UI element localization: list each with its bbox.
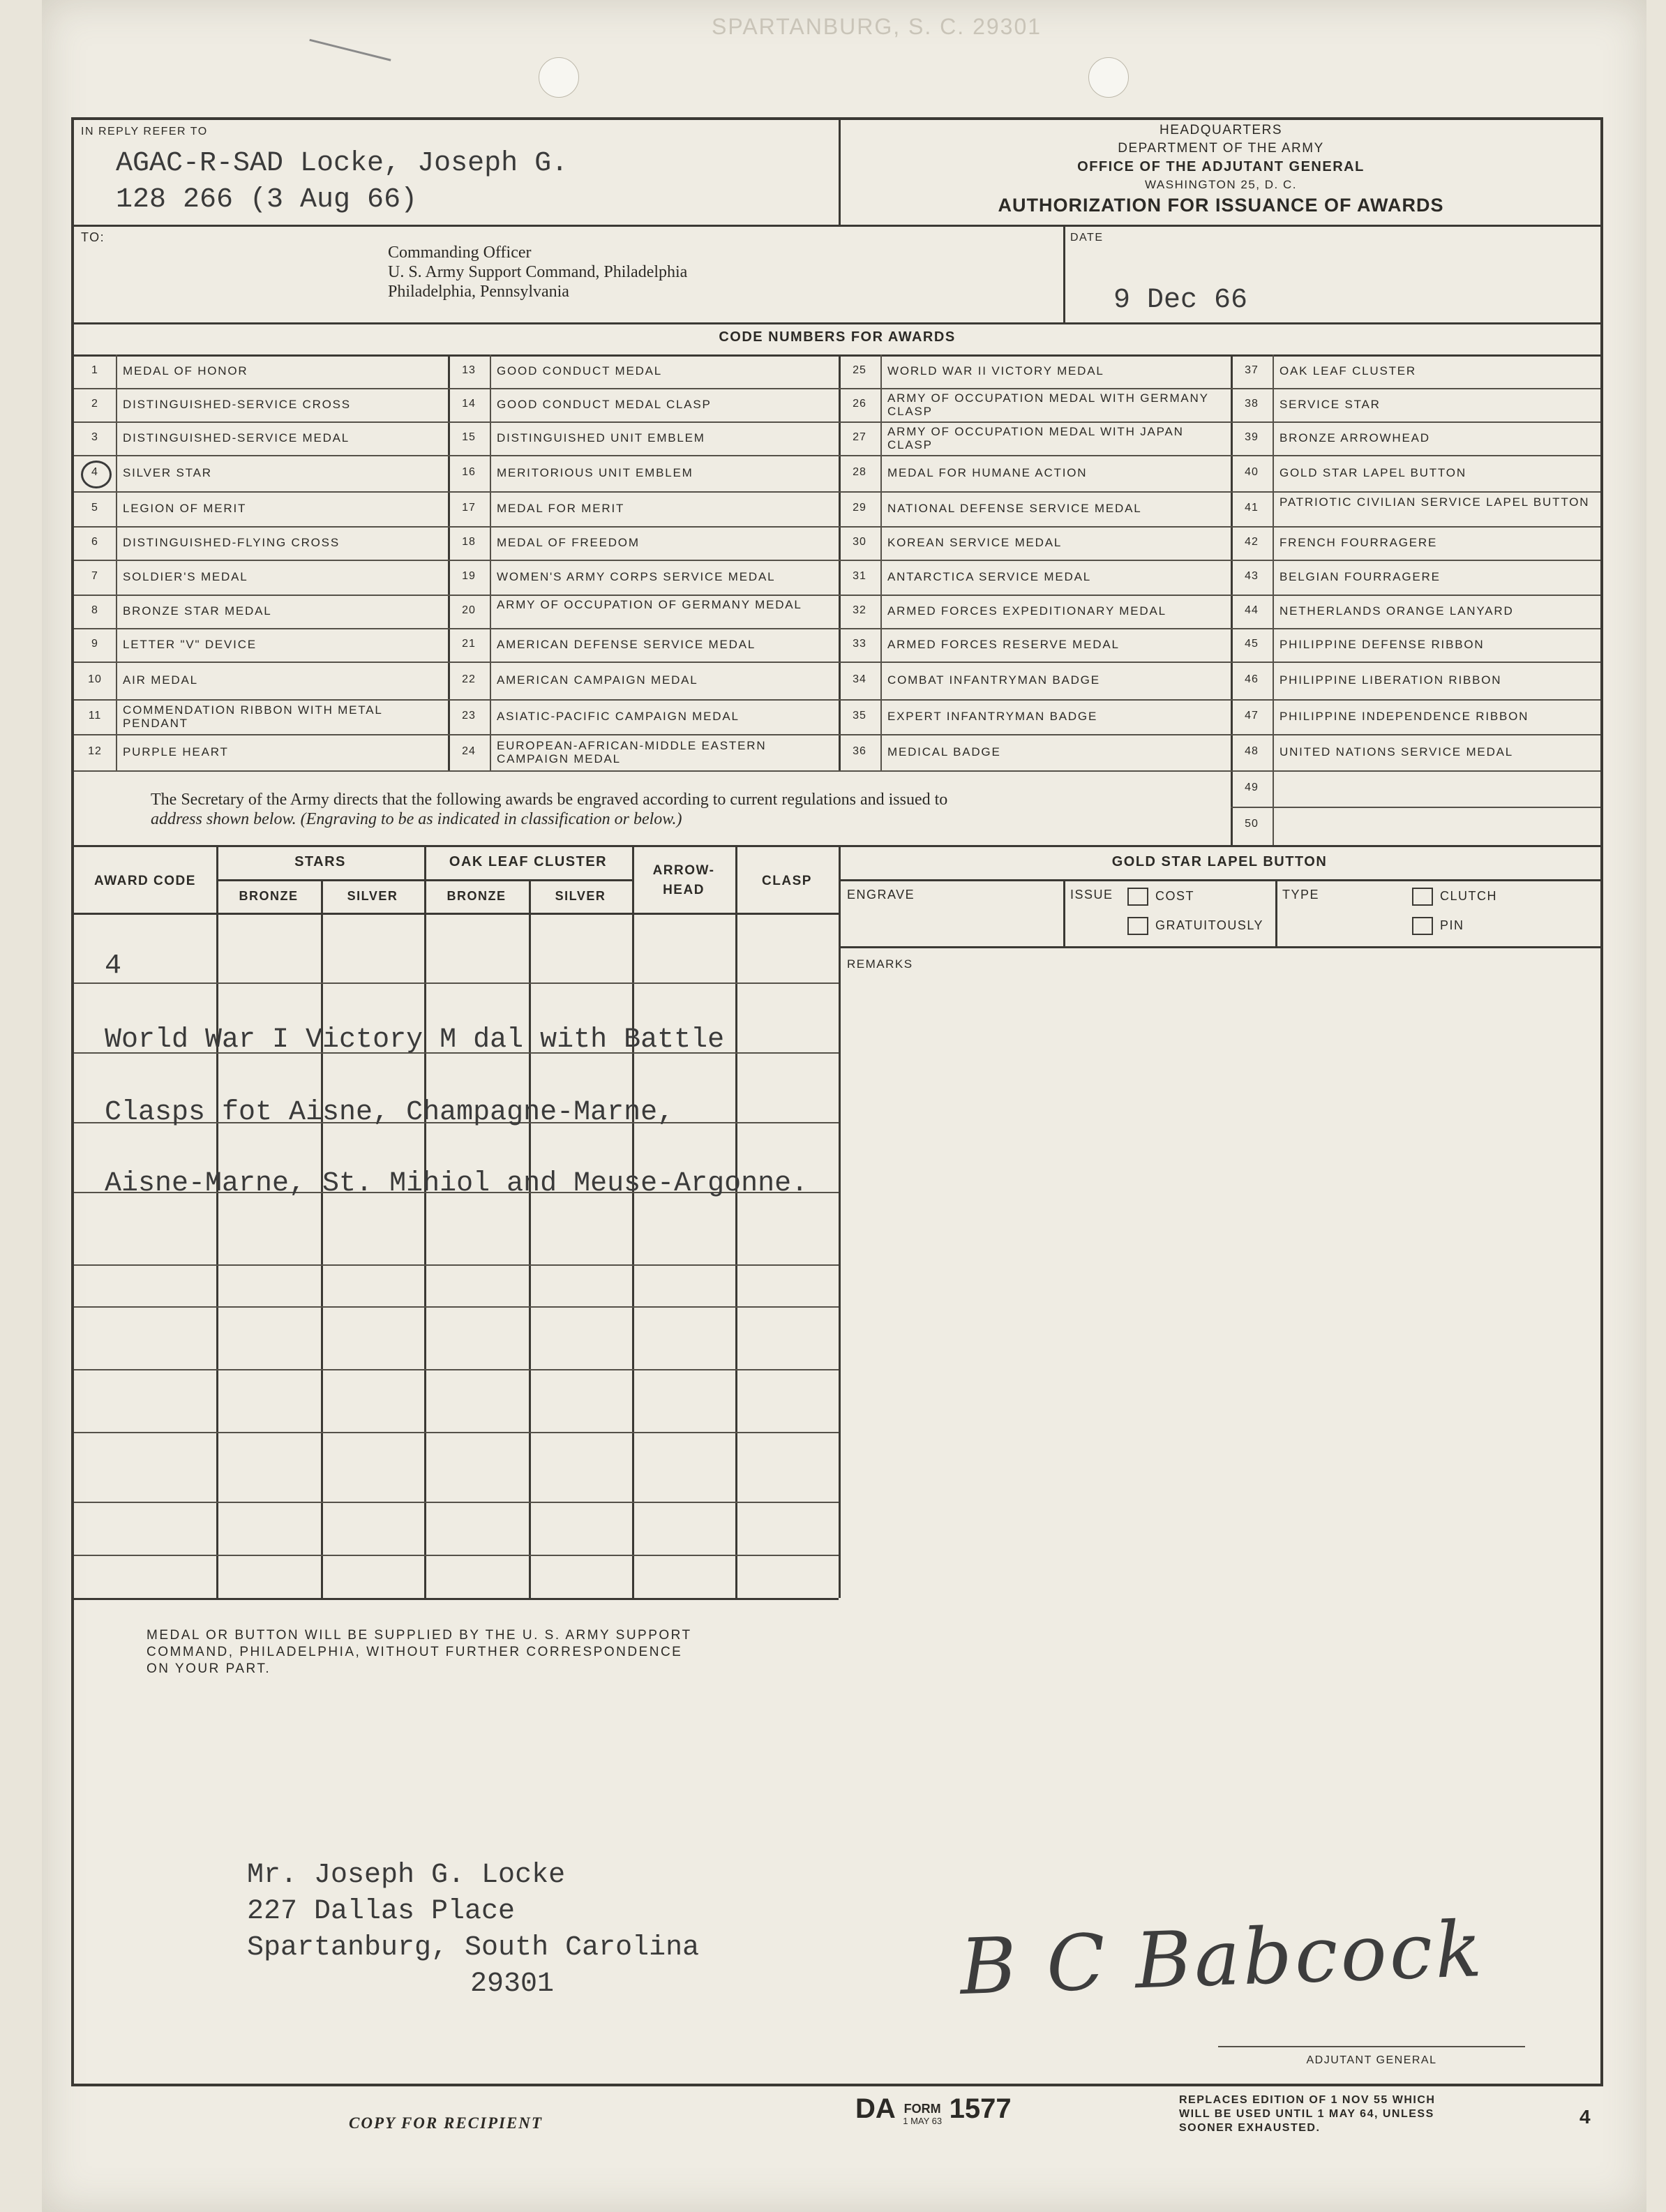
clutch-option[interactable] <box>1412 888 1497 906</box>
entry-line-2: Clasps fot Aisne, Champagne-Marne, <box>105 1097 675 1128</box>
grid-line <box>116 354 117 770</box>
entry-line-3: Aisne-Marne, St. Mihiol and Meuse-Argonne. <box>105 1168 809 1200</box>
award-code-name: EUROPEAN-AFRICAN-MIDDLE EASTERN CAMPAIGN MEDAL <box>497 739 767 765</box>
award-code-name: ARMED FORCES RESERVE MEDAL <box>887 638 1120 651</box>
supply-note <box>147 1627 692 1677</box>
award-code-number: 6 <box>91 536 98 548</box>
award-code-name: MEDAL OF FREEDOM <box>497 536 640 549</box>
copy-for-recipient: COPY FOR RECIPIENT <box>349 2114 543 2132</box>
award-code-name: KOREAN SERVICE MEDAL <box>887 536 1063 549</box>
codes-title: CODE NUMBERS FOR AWARDS <box>719 329 956 345</box>
award-code-number: 30 <box>853 536 866 548</box>
award-code-number: 45 <box>1245 638 1259 650</box>
award-code-number: 21 <box>462 638 476 650</box>
date-label: DATE <box>1070 232 1104 244</box>
award-code-number: 47 <box>1245 710 1259 722</box>
award-code-name: MEDAL FOR MERIT <box>497 502 625 515</box>
award-code-number: 36 <box>853 745 866 757</box>
award-code-number: 17 <box>462 502 476 514</box>
hq-line-3: OFFICE OF THE ADJUTANT GENERAL <box>1077 159 1365 174</box>
supply-note-1: MEDAL OR BUTTON WILL BE SUPPLIED BY THE U. S. ARMY SUPPORT <box>147 1628 692 1643</box>
grid-line <box>74 388 1600 389</box>
cost-checkbox[interactable] <box>1127 888 1148 906</box>
award-code-name: LEGION OF MERIT <box>123 502 247 515</box>
entry-line-1: World War I Victory M dal with Battle <box>105 1024 725 1056</box>
award-code-number: 29 <box>853 502 866 514</box>
punch-hole-left <box>539 57 579 98</box>
award-code-number: 19 <box>462 570 476 582</box>
award-code-number: 41 <box>1245 502 1259 514</box>
cost-label: COST <box>1155 888 1195 903</box>
date-value: 9 Dec 66 <box>1113 285 1248 316</box>
award-code-number: 18 <box>462 536 476 548</box>
th-oak-leaf: OAK LEAF CLUSTER <box>449 854 608 869</box>
award-code-name: ARMY OF OCCUPATION OF GERMANY MEDAL <box>497 598 802 611</box>
award-code-name: WORLD WAR II VICTORY MEDAL <box>887 364 1104 378</box>
award-code-name: COMBAT INFANTRYMAN BADGE <box>887 673 1100 687</box>
award-code-number: 4 <box>91 466 98 478</box>
grid-line <box>1231 354 1233 770</box>
to-line-1: Commanding Officer <box>388 244 532 262</box>
clutch-checkbox[interactable] <box>1412 888 1433 906</box>
award-code-name: ANTARCTICA SERVICE MEDAL <box>887 570 1091 583</box>
award-code-name: UNITED NATIONS SERVICE MEDAL <box>1279 745 1514 758</box>
award-code-name: OAK LEAF CLUSTER <box>1279 364 1417 378</box>
award-code-number: 8 <box>91 604 98 616</box>
award-code-name: GOLD STAR LAPEL BUTTON <box>1279 466 1466 479</box>
cost-option[interactable] <box>1127 888 1194 906</box>
award-code-name: PHILIPPINE DEFENSE RIBBON <box>1279 638 1485 651</box>
grid-line <box>74 595 1600 596</box>
award-code-number: 43 <box>1245 570 1259 582</box>
th-olc-silver: SILVER <box>555 889 606 903</box>
award-code-number: 13 <box>462 364 476 376</box>
form-id <box>855 2093 1012 2128</box>
form-title: AUTHORIZATION FOR ISSUANCE OF AWARDS <box>998 195 1444 216</box>
form-word: FORM <box>903 2101 941 2116</box>
award-code-number: 10 <box>88 673 102 685</box>
grid-line <box>74 455 1600 456</box>
th-arrowhead-1: ARROW- <box>652 863 715 878</box>
grid-line <box>74 526 1600 528</box>
th-stars-bronze: BRONZE <box>239 889 299 903</box>
award-code-number: 40 <box>1245 466 1259 478</box>
reply-label: IN REPLY REFER TO <box>81 126 208 137</box>
engrave-label: ENGRAVE <box>847 888 915 902</box>
circle-mark <box>81 461 112 488</box>
pin-label: PIN <box>1440 918 1464 932</box>
award-code-number: 38 <box>1245 398 1259 410</box>
table-row <box>74 1306 839 1308</box>
gratuitously-option[interactable] <box>1127 917 1263 935</box>
form-number: 1577 <box>949 2093 1012 2124</box>
award-code-number: 23 <box>462 710 476 722</box>
award-code-number: 28 <box>853 466 866 478</box>
award-code-name: SOLDIER'S MEDAL <box>123 570 248 583</box>
award-code-name: ARMY OF OCCUPATION MEDAL WITH JAPAN CLASP <box>887 425 1184 451</box>
award-code-number: 32 <box>853 604 866 616</box>
address-line-4: 29301 <box>470 1968 555 2000</box>
award-code-number: 1 <box>91 364 98 376</box>
award-code-name: PHILIPPINE LIBERATION RIBBON <box>1279 673 1502 687</box>
to-address <box>388 243 687 301</box>
award-code-name: PATRIOTIC CIVILIAN SERVICE LAPEL BUTTON <box>1279 495 1590 509</box>
directive-text <box>151 790 947 829</box>
issue-label: ISSUE <box>1070 888 1113 902</box>
type-label: TYPE <box>1282 888 1320 902</box>
award-code-name: AIR MEDAL <box>123 673 198 687</box>
th-clasp: CLASP <box>762 874 812 888</box>
grid-line <box>74 699 1600 701</box>
award-code-number: 20 <box>462 604 476 616</box>
pin-option[interactable] <box>1412 917 1464 935</box>
award-code-name: DISTINGUISHED-FLYING CROSS <box>123 536 340 549</box>
award-code-name: MEDAL FOR HUMANE ACTION <box>887 466 1088 479</box>
award-code-name: AMERICAN CAMPAIGN MEDAL <box>497 673 698 687</box>
grid-line <box>448 354 450 770</box>
address-line-2: 227 Dallas Place <box>247 1896 516 1927</box>
award-code-number: 15 <box>462 431 476 443</box>
to-line-2: U. S. Army Support Command, Philadelphia <box>388 263 688 281</box>
gratuitously-checkbox[interactable] <box>1127 917 1148 935</box>
address-line-1: Mr. Joseph G. Locke <box>247 1860 566 1891</box>
award-code-number: 48 <box>1245 745 1259 757</box>
award-code-name: BELGIAN FOURRAGERE <box>1279 570 1441 583</box>
gratuitously-label: GRATUITOUSLY <box>1155 918 1264 932</box>
award-code-name: PURPLE HEART <box>123 745 229 758</box>
replaces-note <box>1179 2093 1435 2135</box>
award-code-number: 26 <box>853 398 866 410</box>
award-code-number: 2 <box>91 398 98 410</box>
th-arrowhead <box>632 861 735 900</box>
award-code-number: 27 <box>853 431 866 443</box>
award-code-name: PHILIPPINE INDEPENDENCE RIBBON <box>1279 710 1529 723</box>
award-code-number: 25 <box>853 364 866 376</box>
award-code-number: 35 <box>853 710 866 722</box>
directive-line-1: The Secretary of the Army directs that the following awards be engraved according to current regulations and issued to <box>151 791 948 809</box>
replaces-line-2: WILL BE USED UNTIL 1 MAY 64, UNLESS <box>1179 2108 1434 2120</box>
table-row <box>74 982 839 984</box>
award-code-name: BRONZE ARROWHEAD <box>1279 431 1430 444</box>
award-code-number: 37 <box>1245 364 1259 376</box>
award-code-number: 7 <box>91 570 98 582</box>
award-code-name: AMERICAN DEFENSE SERVICE MEDAL <box>497 638 756 651</box>
th-arrowhead-2: HEAD <box>663 883 705 897</box>
signature: B C Babcock <box>958 1904 1486 2012</box>
award-code-name: DISTINGUISHED-SERVICE MEDAL <box>123 431 350 444</box>
address-line-3: Spartanburg, South Carolina <box>247 1932 700 1964</box>
th-olc-bronze: BRONZE <box>446 889 506 903</box>
grid-line <box>490 354 491 770</box>
award-code-number: 33 <box>853 638 866 650</box>
grid-line <box>74 491 1600 493</box>
award-code-name: SILVER STAR <box>123 466 212 479</box>
award-code-number: 50 <box>1245 818 1259 830</box>
award-code-number: 31 <box>853 570 866 582</box>
grid-line <box>74 628 1600 629</box>
th-stars-silver: SILVER <box>347 889 398 903</box>
grid-line <box>74 421 1600 423</box>
award-code-name: GOOD CONDUCT MEDAL CLASP <box>497 398 712 411</box>
table-row <box>74 1502 839 1503</box>
table-row <box>74 1432 839 1433</box>
award-form <box>71 117 1603 2086</box>
award-code-number: 3 <box>91 431 98 443</box>
award-code-number: 14 <box>462 398 476 410</box>
gold-star-title: GOLD STAR LAPEL BUTTON <box>1111 854 1328 869</box>
grid-line <box>880 354 882 770</box>
award-code-number: 5 <box>91 502 98 514</box>
award-code-number: 22 <box>462 673 476 685</box>
award-code-name: NETHERLANDS ORANGE LANYARD <box>1279 604 1514 618</box>
reply-line-1: AGAC-R-SAD Locke, Joseph G. <box>116 148 569 179</box>
table-row <box>74 1264 839 1266</box>
supply-note-3: ON YOUR PART. <box>147 1661 271 1676</box>
grid-line <box>74 734 1600 735</box>
grid-line <box>839 354 841 770</box>
award-code-name: BRONZE STAR MEDAL <box>123 604 272 618</box>
th-award-code: AWARD CODE <box>94 874 196 888</box>
pin-checkbox[interactable] <box>1412 917 1433 935</box>
award-code-name: EXPERT INFANTRYMAN BADGE <box>887 710 1098 723</box>
award-code-name: DISTINGUISHED UNIT EMBLEM <box>497 431 705 444</box>
directive-line-2: address shown below. (Engraving to be as indicated in classification or below.) <box>151 810 682 828</box>
award-code-name: GOOD CONDUCT MEDAL <box>497 364 663 378</box>
award-code-number: 16 <box>462 466 476 478</box>
replaces-line-3: SOONER EXHAUSTED. <box>1179 2122 1321 2134</box>
clutch-label: CLUTCH <box>1440 888 1498 903</box>
form-da: DA <box>855 2093 896 2124</box>
award-code-number: 24 <box>462 745 476 757</box>
award-code-name: LETTER "V" DEVICE <box>123 638 257 651</box>
award-code-name: DISTINGUISHED-SERVICE CROSS <box>123 398 351 411</box>
hq-line-2: DEPARTMENT OF THE ARMY <box>1118 141 1324 156</box>
remarks-label: REMARKS <box>847 957 913 971</box>
award-code-name: MEDAL OF HONOR <box>123 364 248 378</box>
supply-note-2: COMMAND, PHILADELPHIA, WITHOUT FURTHER CORRESPONDENCE <box>147 1645 683 1659</box>
replaces-line-1: REPLACES EDITION OF 1 NOV 55 WHICH <box>1179 2094 1436 2106</box>
table-row <box>74 1369 839 1370</box>
to-label: TO: <box>81 230 105 244</box>
staple <box>306 39 391 72</box>
award-code-number: 11 <box>88 710 102 722</box>
th-stars: STARS <box>294 854 346 869</box>
reply-line-2: 128 266 (3 Aug 66) <box>116 184 418 216</box>
award-code-number: 46 <box>1245 673 1259 685</box>
award-code-number: 44 <box>1245 604 1259 616</box>
punch-hole-right <box>1088 57 1129 98</box>
award-code-name: ARMED FORCES EXPEDITIONARY MEDAL <box>887 604 1166 618</box>
award-code-name: ASIATIC-PACIFIC CAMPAIGN MEDAL <box>497 710 740 723</box>
table-row <box>74 1555 839 1556</box>
award-code-name: MERITORIOUS UNIT EMBLEM <box>497 466 693 479</box>
hq-line-4: WASHINGTON 25, D. C. <box>1145 178 1297 191</box>
award-code-number: 12 <box>88 745 102 757</box>
award-code-number: 39 <box>1245 431 1259 443</box>
award-code-name: MEDICAL BADGE <box>887 745 1001 758</box>
page-number: 4 <box>1579 2106 1591 2128</box>
award-code-name: ARMY OF OCCUPATION MEDAL WITH GERMANY CLASP <box>887 391 1209 418</box>
grid-line <box>74 560 1600 561</box>
form-date: 1 MAY 63 <box>903 2115 943 2126</box>
grid-line <box>74 770 1600 772</box>
hq-block <box>839 123 1603 216</box>
top-stamp: SPARTANBURG, S. C. 29301 <box>712 14 1042 39</box>
award-code-number: 49 <box>1245 782 1259 793</box>
award-code-number: 9 <box>91 638 98 650</box>
award-code-name: SERVICE STAR <box>1279 398 1381 411</box>
entry-award-code: 4 <box>105 950 122 982</box>
award-code-name: NATIONAL DEFENSE SERVICE MEDAL <box>887 502 1142 515</box>
award-code-number: 42 <box>1245 536 1259 548</box>
award-code-number: 34 <box>853 673 866 685</box>
recipient-address <box>247 1858 699 2003</box>
grid-line <box>74 662 1600 663</box>
award-code-name: FRENCH FOURRAGERE <box>1279 536 1438 549</box>
hq-line-1: HEADQUARTERS <box>1159 123 1282 137</box>
grid-line <box>1231 807 1600 808</box>
to-line-3: Philadelphia, Pennsylvania <box>388 283 569 301</box>
award-code-name: COMMENDATION RIBBON WITH METAL PENDANT <box>123 703 382 730</box>
signature-title: ADJUTANT GENERAL <box>1306 2054 1437 2066</box>
award-code-name: WOMEN'S ARMY CORPS SERVICE MEDAL <box>497 570 776 583</box>
